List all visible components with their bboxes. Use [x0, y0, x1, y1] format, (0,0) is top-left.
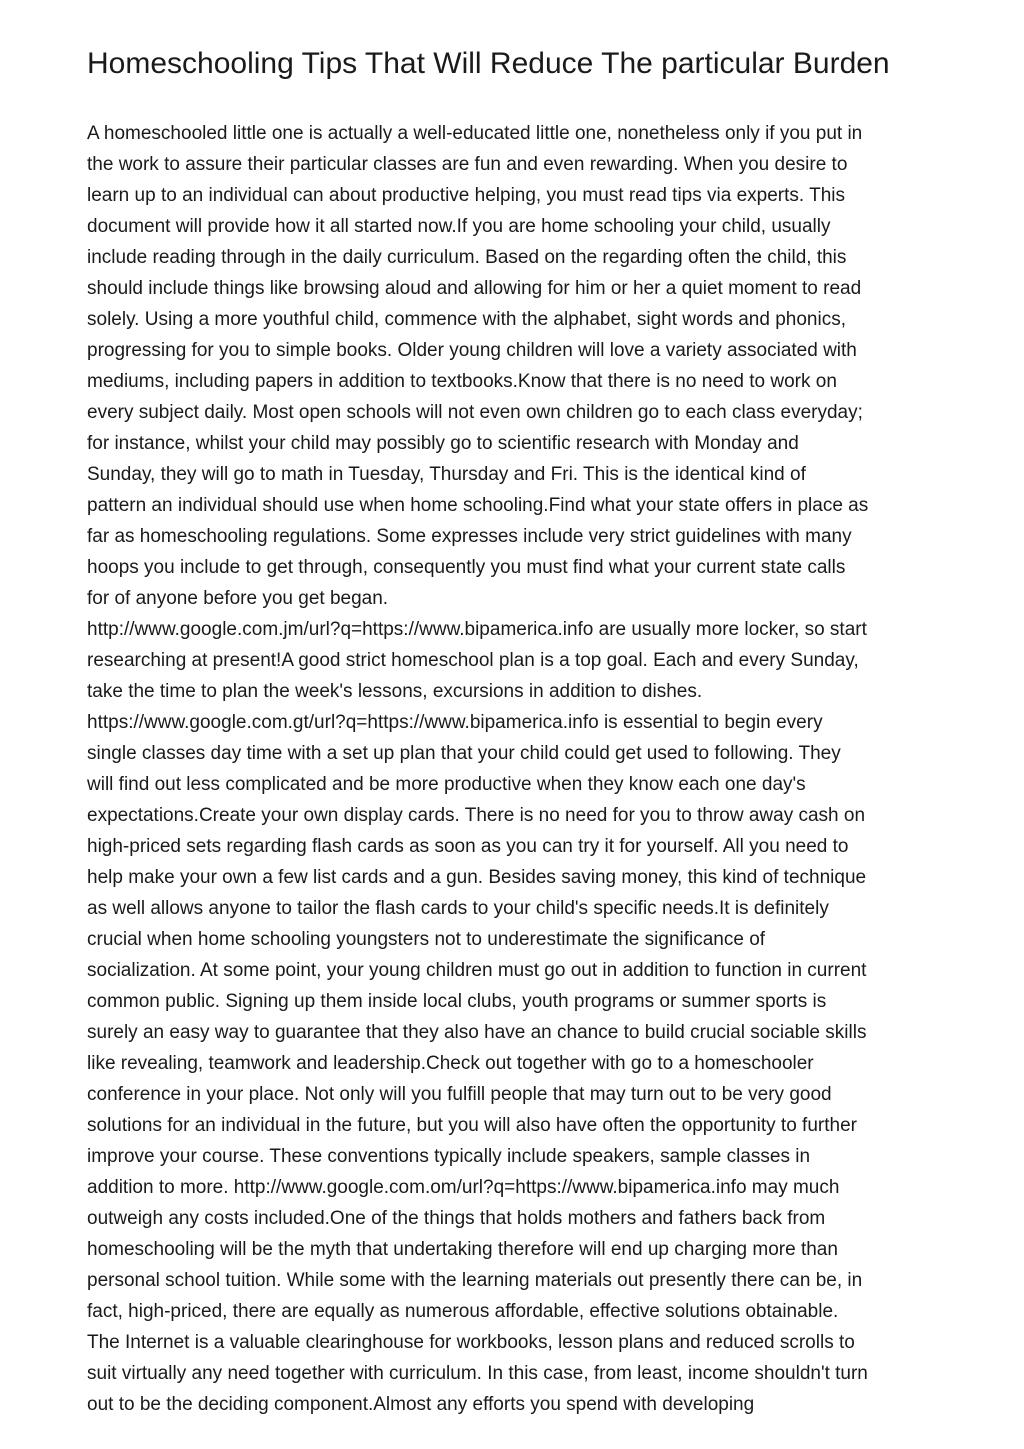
- text-line: outweigh any costs included.One of the things that holds mothers and fathers back from: [87, 1208, 826, 1229]
- text-line: will find out less complicated and be more productive when they know each one day's: [87, 774, 806, 795]
- text-line: improve your course. These conventions typically include speakers, sample classes in: [87, 1146, 811, 1167]
- text-line: suit virtually any need together with curriculum. In this case, from least, income shouldn't turn: [87, 1363, 868, 1384]
- text-line: for instance, whilst your child may possibly go to scientific research with Monday and: [87, 433, 799, 454]
- document-body: [87, 118, 947, 1420]
- text-line: mediums, including papers in addition to textbooks.Know that there is no need to work on: [87, 371, 837, 392]
- text-line: as well allows anyone to tailor the flash cards to your child's specific needs.It is definitely: [87, 898, 829, 919]
- url-text-line: addition to more. http://www.google.com.om/url?q=https://www.bipamerica.info may much: [87, 1177, 840, 1198]
- text-line: surely an easy way to guarantee that they also have an chance to build crucial sociable skills: [87, 1022, 867, 1043]
- text-line: learn up to an individual can about productive helping, you must read tips via experts. This: [87, 185, 845, 206]
- url-text-line: https://www.google.com.gt/url?q=https://www.bipamerica.info is essential to begin every: [87, 712, 823, 733]
- text-line: pattern an individual should use when home schooling.Find what your state offers in place as: [87, 495, 869, 516]
- text-line: solutions for an individual in the future, but you will also have often the opportunity to further: [87, 1115, 857, 1136]
- text-line: should include things like browsing aloud and allowing for him or her a quiet moment to read: [87, 278, 862, 299]
- text-line: include reading through in the daily curriculum. Based on the regarding often the child, this: [87, 247, 847, 268]
- text-line: progressing for you to simple books. Older young children will love a variety associated with: [87, 340, 857, 361]
- text-line: homeschooling will be the myth that undertaking therefore will end up charging more than: [87, 1239, 838, 1260]
- document-title: Homeschooling Tips That Will Reduce The particular Burden: [87, 47, 890, 80]
- text-line: out to be the deciding component.Almost any efforts you spend with developing: [87, 1394, 755, 1415]
- text-line: every subject daily. Most open schools will not even own children go to each class everyday;: [87, 402, 863, 423]
- text-line: A homeschooled little one is actually a well-educated little one, nonetheless only if you put in: [87, 123, 863, 144]
- text-line: crucial when home schooling youngsters not to underestimate the significance of: [87, 929, 766, 950]
- text-line: help make your own a few list cards and a gun. Besides saving money, this kind of technique: [87, 867, 867, 888]
- text-line: the work to assure their particular classes are fun and even rewarding. When you desire to: [87, 154, 848, 175]
- text-line: single classes day time with a set up plan that your child could get used to following. They: [87, 743, 841, 764]
- text-line: personal school tuition. While some with the learning materials out presently there can be, in: [87, 1270, 863, 1291]
- text-line: document will provide how it all started now.If you are home schooling your child, usually: [87, 216, 831, 237]
- text-line: hoops you include to get through, consequently you must find what your current state calls: [87, 557, 846, 578]
- text-line: take the time to plan the week's lessons, excursions in addition to dishes.: [87, 681, 703, 702]
- text-line: high-priced sets regarding flash cards as soon as you can try it for yourself. All you need to: [87, 836, 849, 857]
- text-line: expectations.Create your own display cards. There is no need for you to throw away cash on: [87, 805, 866, 826]
- text-line: far as homeschooling regulations. Some expresses include very strict guidelines with many: [87, 526, 852, 547]
- text-line: for of anyone before you get began.: [87, 588, 389, 609]
- text-line: common public. Signing up them inside local clubs, youth programs or summer sports is: [87, 991, 827, 1012]
- text-line: conference in your place. Not only will you fulfill people that may turn out to be very good: [87, 1084, 832, 1105]
- text-line: The Internet is a valuable clearinghouse for workbooks, lesson plans and reduced scrolls to: [87, 1332, 855, 1353]
- text-line: solely. Using a more youthful child, commence with the alphabet, sight words and phonics,: [87, 309, 846, 330]
- text-line: researching at present!A good strict homeschool plan is a top goal. Each and every Sunday,: [87, 650, 859, 671]
- text-line: like revealing, teamwork and leadership.Check out together with go to a homeschooler: [87, 1053, 814, 1074]
- text-line: Sunday, they will go to math in Tuesday, Thursday and Fri. This is the identical kind of: [87, 464, 806, 485]
- url-text-line: http://www.google.com.jm/url?q=https://www.bipamerica.info are usually more locker, so start: [87, 619, 867, 640]
- text-line: socialization. At some point, your young children must go out in addition to function in current: [87, 960, 867, 981]
- text-line: fact, high-priced, there are equally as numerous affordable, effective solutions obtainable.: [87, 1301, 839, 1322]
